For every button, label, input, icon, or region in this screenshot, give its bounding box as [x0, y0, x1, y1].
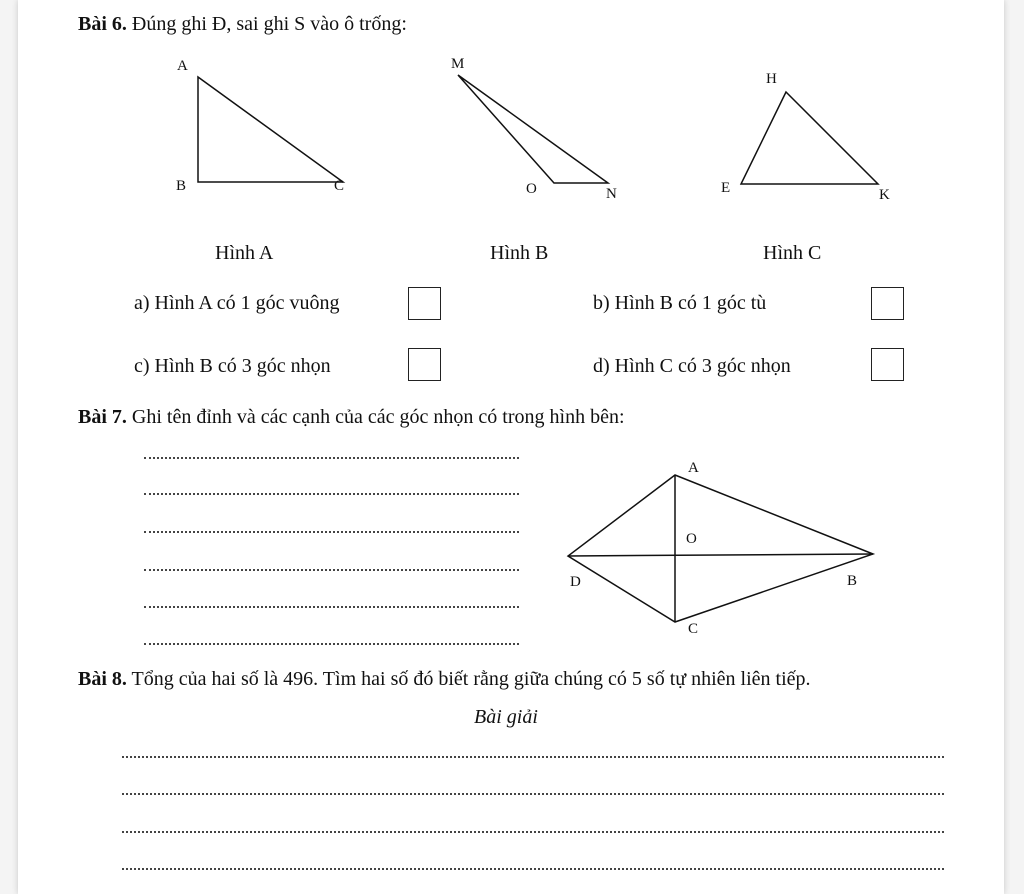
caption-figure-b: Hình B	[490, 242, 549, 264]
vertex-label-c: C	[334, 178, 345, 194]
figure-b-triangle	[451, 56, 617, 202]
vertex-label-k: K	[879, 187, 890, 203]
answer-line-8-1[interactable]	[122, 756, 944, 758]
exercise-6-text: Đúng ghi Đ, sai ghi S vào ô trống:	[131, 13, 407, 35]
statement-b: b) Hình B có 1 góc tù	[593, 292, 767, 314]
figure-c-triangle	[721, 71, 890, 203]
answer-box-c[interactable]	[408, 348, 441, 381]
exercise-8-heading	[78, 668, 811, 691]
vertex-label-n: N	[606, 186, 617, 202]
answer-box-d[interactable]	[871, 348, 904, 381]
exercise-7-label: Bài 7.	[78, 406, 127, 428]
answer-line-8-3[interactable]	[122, 831, 944, 833]
vertex-label-o7: O	[686, 531, 697, 547]
vertex-label-h: H	[766, 71, 777, 87]
exercise-8-label: Bài 8.	[78, 668, 127, 690]
caption-figure-c: Hình C	[763, 242, 822, 264]
vertex-label-d7: D	[570, 574, 581, 590]
caption-figure-a: Hình A	[215, 242, 274, 264]
exercise-7-heading	[78, 406, 625, 429]
statement-a: a) Hình A có 1 góc vuông	[134, 292, 340, 314]
exercise-8-text: Tổng của hai số là 496. Tìm hai số đó biết rằng giữa chúng có 5 số tự nhiên liên tiếp.	[131, 668, 811, 690]
solution-title: Bài giải	[474, 706, 538, 728]
exercise-6-heading	[78, 13, 407, 36]
statement-c: c) Hình B có 3 góc nhọn	[134, 355, 331, 377]
exercise-7-text: Ghi tên đỉnh và các cạnh của các góc nhọn có trong hình bên:	[131, 406, 625, 428]
statement-d: d) Hình C có 3 góc nhọn	[593, 355, 791, 377]
vertex-label-b7: B	[847, 573, 858, 589]
vertex-label-e: E	[721, 180, 731, 196]
vertex-label-b: B	[176, 178, 187, 194]
exercise-7-quadrilateral	[18, 450, 1004, 650]
exercise-6-figures	[18, 50, 1004, 220]
vertex-label-o: O	[526, 181, 537, 197]
exercise-6-label: Bài 6.	[78, 13, 127, 35]
answer-box-a[interactable]	[408, 287, 441, 320]
quadrilateral-figure	[568, 460, 873, 637]
vertex-label-a7: A	[688, 460, 699, 476]
figure-a-triangle	[176, 58, 344, 194]
vertex-label-m: M	[451, 56, 465, 72]
worksheet-page	[18, 0, 1004, 894]
vertex-label-c7: C	[688, 621, 699, 637]
answer-line-8-4[interactable]	[122, 868, 944, 870]
answer-box-b[interactable]	[871, 287, 904, 320]
answer-line-8-2[interactable]	[122, 793, 944, 795]
vertex-label-a: A	[177, 58, 188, 74]
